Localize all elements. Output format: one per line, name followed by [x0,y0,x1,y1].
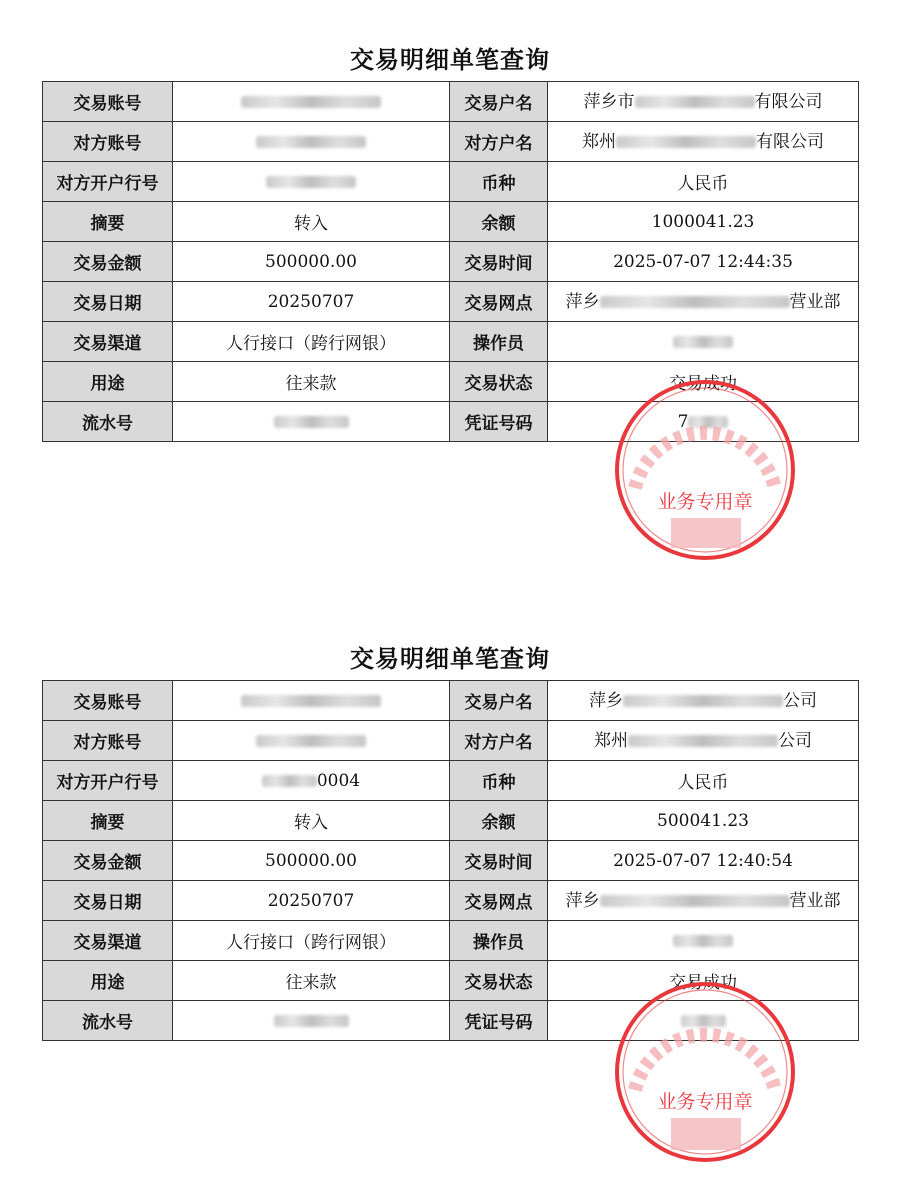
summary-value: 转入 [173,202,450,242]
date-value: 20250707 [173,282,450,322]
record-1-title: 交易明细单笔查询 [350,46,550,74]
redacted-counter-bank [262,775,317,787]
label-serial: 流水号 [43,402,173,442]
label-channel: 交易渠道 [43,921,173,961]
label-account-name: 交易户名 [450,681,548,721]
label-counter-account: 对方账号 [43,122,173,162]
counter-name-value [548,721,859,761]
operator-value [548,322,859,362]
operator-value [548,921,859,961]
time-value: 2025-07-07 12:44:35 [548,242,859,282]
label-amount: 交易金额 [43,841,173,881]
redacted-operator [673,336,733,348]
purpose-value: 往来款 [173,961,450,1001]
account-value [173,681,450,721]
counter-name-prefix: 郑州 [582,131,616,152]
record-1-company-seal [613,378,797,562]
purpose-value: 往来款 [173,362,450,402]
amount-value: 500000.00 [173,242,450,282]
branch-prefix: 萍乡 [565,291,600,312]
label-account: 交易账号 [43,82,173,122]
account-name-suffix: 公司 [783,690,817,711]
balance-value: 1000041.23 [548,202,859,242]
label-counter-account: 对方账号 [43,721,173,761]
label-summary: 摘要 [43,801,173,841]
counter-name-value [548,122,859,162]
account-name-suffix: 有限公司 [754,91,823,112]
label-serial: 流水号 [43,1001,173,1041]
time-value: 2025-07-07 12:40:54 [548,841,859,881]
label-voucher: 凭证号码 [450,1001,548,1041]
label-operator: 操作员 [450,921,548,961]
label-operator: 操作员 [450,322,548,362]
redacted-counter-name [628,735,778,747]
voucher-prefix: 7 [677,411,689,432]
counter-name-suffix: 有限公司 [756,131,824,152]
counter-bank-value [173,761,450,801]
label-account: 交易账号 [43,681,173,721]
status-value: 交易成功 [548,961,859,1001]
amount-value: 500000.00 [173,841,450,881]
label-balance: 余额 [450,801,548,841]
label-currency: 币种 [450,761,548,801]
label-counter-bank: 对方开户行号 [43,761,173,801]
channel-value: 人行接口（跨行网银） [173,322,450,362]
label-status: 交易状态 [450,961,548,1001]
redacted-counter-account [256,735,366,747]
redacted-account [241,695,381,707]
account-name-value [548,82,859,122]
redacted-account-name [623,695,783,707]
redacted-account [241,96,381,108]
label-purpose: 用途 [43,961,173,1001]
record-2-company-seal [613,980,797,1164]
label-summary: 摘要 [43,202,173,242]
counter-name-prefix: 郑州 [594,730,628,751]
redacted-serial [274,416,349,428]
label-amount: 交易金额 [43,242,173,282]
label-counter-bank: 对方开户行号 [43,162,173,202]
branch-value [548,282,859,322]
serial-value [173,402,450,442]
label-channel: 交易渠道 [43,322,173,362]
redacted-account-name [635,96,755,108]
branch-prefix: 萍乡 [565,890,600,911]
counter-bank-suffix: 0004 [316,770,361,791]
label-time: 交易时间 [450,242,548,282]
label-time: 交易时间 [450,841,548,881]
seal-text: 业务专用章 [657,1091,753,1113]
serial-value [173,1001,450,1041]
label-account-name: 交易户名 [450,82,548,122]
account-value [173,82,450,122]
branch-suffix: 营业部 [789,890,841,911]
label-voucher: 凭证号码 [450,402,548,442]
currency-value: 人民币 [548,761,859,801]
redacted-counter-account [256,136,366,148]
label-branch: 交易网点 [450,881,548,921]
label-balance: 余额 [450,202,548,242]
branch-suffix: 营业部 [789,291,841,312]
counter-bank-value [173,162,450,202]
branch-value [548,881,859,921]
seal-text: 业务专用章 [657,491,753,513]
label-date: 交易日期 [43,282,173,322]
account-name-prefix: 萍乡 [589,690,623,711]
summary-value: 转入 [173,801,450,841]
label-purpose: 用途 [43,362,173,402]
record-2-title: 交易明细单笔查询 [350,645,550,673]
counter-account-value [173,721,450,761]
counter-account-value [173,122,450,162]
status-value: 交易成功 [548,362,859,402]
redacted-serial [274,1015,349,1027]
redacted-counter-bank [266,176,356,188]
account-name-prefix: 萍乡市 [583,91,635,112]
label-currency: 币种 [450,162,548,202]
redacted-operator [673,935,733,947]
channel-value: 人行接口（跨行网银） [173,921,450,961]
account-name-value [548,681,859,721]
redacted-counter-name [616,136,756,148]
label-status: 交易状态 [450,362,548,402]
balance-value: 500041.23 [548,801,859,841]
redacted-branch [600,895,790,907]
date-value: 20250707 [173,881,450,921]
redacted-branch [600,296,790,308]
label-date: 交易日期 [43,881,173,921]
label-branch: 交易网点 [450,282,548,322]
label-counter-name: 对方户名 [450,721,548,761]
label-counter-name: 对方户名 [450,122,548,162]
currency-value: 人民币 [548,162,859,202]
counter-name-suffix: 公司 [778,730,812,751]
